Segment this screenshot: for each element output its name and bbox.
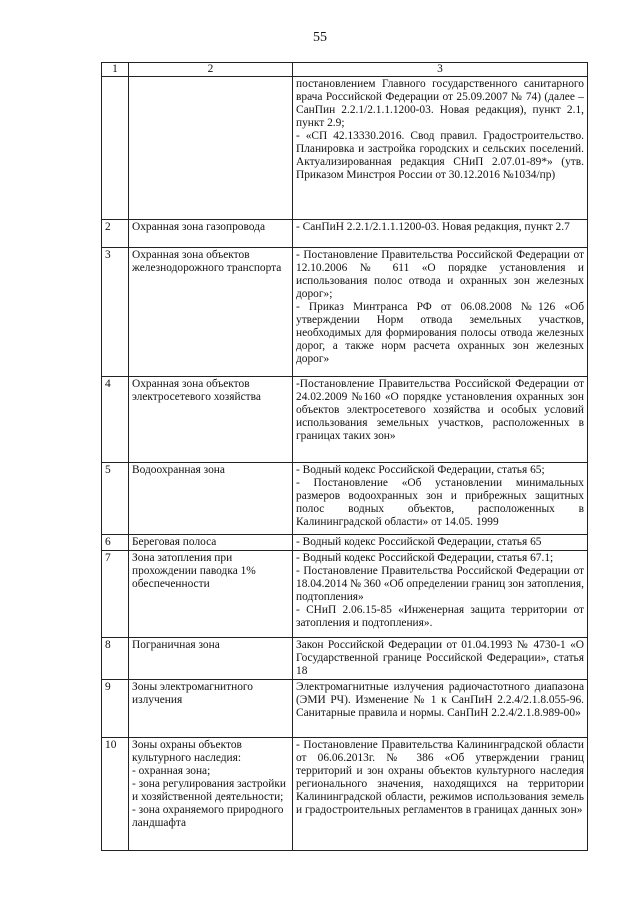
table-row (102, 535, 588, 551)
zone-name-cell (129, 535, 293, 551)
regulation-cell (293, 377, 588, 463)
zone-name-line: Водоохранная зона (132, 464, 225, 476)
regulation-cell (293, 77, 588, 220)
header-col-2: 2 (129, 63, 293, 77)
zone-name-line: Зоны охраны объектов культурного наследия: (132, 739, 242, 764)
regulation-cell (293, 680, 588, 738)
regulations-table (101, 62, 588, 851)
table-row (102, 738, 588, 851)
regulation-paragraph: - Постановление Правительства Российской Федерации от 18.04.2014 № 360 «Об определении границ зон затопления, подтопления» (296, 565, 584, 603)
zone-name-line: - зона регулирования застройки и хозяйственной деятельности; (132, 778, 286, 803)
regulation-paragraph: - Водный кодекс Российской Федерации, статья 65; (296, 464, 545, 476)
page-number: 55 (313, 30, 327, 45)
row-number: 4 (102, 377, 129, 463)
zone-name-line: - охранная зона; (132, 765, 211, 777)
table-row (102, 377, 588, 463)
header-col-1: 1 (102, 63, 129, 77)
row-number: 10 (102, 738, 129, 851)
regulation-paragraph: - Приказ Минтранса РФ от 06.08.2008 №126 «Об утверждении Норм отвода земельных участков, необходимых для формирования полосы отвода железных дорог, а также норм расчета охранных зон железных дорог» (296, 301, 584, 365)
row-number: 2 (102, 220, 129, 248)
regulation-paragraph: - Постановление Правительства Калининградской области от 06.06.2013г. № 386 «Об утверждении границ территорий и зон охраны объектов культурного наследия регионального значения, находящихся на территории Калининградской области, режимов использования земель и градостроительных регламентов в границах данных зон» (296, 739, 584, 816)
zone-name-cell (129, 377, 293, 463)
zone-name-cell (129, 248, 293, 377)
zone-name-line: Охранная зона газопровода (132, 221, 265, 233)
table-row (102, 77, 588, 220)
zone-name-cell (129, 463, 293, 535)
regulation-paragraph: - Постановление Правительства Российской Федерации от 12.10.2006 № 611 «О порядке установления и использования полос отвода и охранных зон железных дорог»; (296, 249, 584, 300)
zone-name-cell (129, 738, 293, 851)
regulation-paragraph: Закон Российской Федерации от 01.04.1993 № 4730-1 «О Государственной границе Российской Федерации», статья 18 (296, 639, 584, 677)
row-number: 8 (102, 638, 129, 680)
regulation-cell (293, 738, 588, 851)
regulation-cell (293, 248, 588, 377)
regulation-cell (293, 535, 588, 551)
table-row (102, 551, 588, 638)
table-row (102, 220, 588, 248)
header-col-3: 3 (293, 63, 588, 77)
zone-name-cell (129, 551, 293, 638)
regulation-paragraph: -Постановление Правительства Российской Федерации от 24.02.2009 №160 «О порядке установления охранных зон объектов электросетевого хозяйства и особых условий использования земельных участков, расположенных в границах таких зон» (296, 378, 584, 442)
regulation-paragraph: - Постановление «Об установлении минимальных размеров водоохранных зон и прибрежных защитных полос водных объектов, расположенных в Калининградской области» от 14.05. 1999 (296, 477, 584, 528)
zone-name-cell (129, 680, 293, 738)
regulation-cell (293, 220, 588, 248)
zone-name-line: Охранная зона объектов электросетевого хозяйства (132, 378, 261, 403)
regulation-cell (293, 463, 588, 535)
regulation-paragraph: - Водный кодекс Российской Федерации, статья 65 (296, 536, 542, 548)
zone-name-cell (129, 77, 293, 220)
row-number: 6 (102, 535, 129, 551)
regulation-paragraph: постановлением Главного государственного санитарного врача Российской Федерации от 25.09.2007 № 74) (далее – СанПин 2.2.1/2.1.1.1200-03. Новая редакция), пункт 2.1, пункт 2.9; (296, 78, 584, 129)
regulation-cell (293, 551, 588, 638)
regulation-cell (293, 638, 588, 680)
regulation-paragraph: - СНиП 2.06.15-85 «Инженерная защита территории от затопления и подтопления». (296, 604, 584, 629)
row-number: 7 (102, 551, 129, 638)
zone-name-cell (129, 220, 293, 248)
row-number: 3 (102, 248, 129, 377)
regulation-paragraph: Электромагнитные излучения радиочастотного диапазона (ЭМИ РЧ). Изменение № 1 к СанПиН 2.2.4/2.1.8.055-96. Санитарные правила и нормы. СанПиН 2.2.4/2.1.8.989-00» (296, 681, 584, 719)
table-header-row (102, 63, 588, 77)
zone-name-line: Зоны электромагнитного излучения (132, 681, 253, 706)
row-number: 5 (102, 463, 129, 535)
zone-name-line: - зона охраняемого природного ландшафта (132, 804, 284, 829)
table-row (102, 638, 588, 680)
table-row (102, 680, 588, 738)
regulation-paragraph: - Водный кодекс Российской Федерации, статья 67.1; (296, 552, 554, 564)
zone-name-line: Зона затопления при прохождении паводка 1% обеспеченности (132, 552, 256, 590)
zone-name-line: Пограничная зона (132, 639, 220, 651)
row-number (102, 77, 129, 220)
table-row (102, 463, 588, 535)
regulation-paragraph: - СанПиН 2.2.1/2.1.1.1200-03. Новая редакция, пункт 2.7 (296, 221, 570, 233)
zone-name-cell (129, 638, 293, 680)
table-row (102, 248, 588, 377)
zone-name-line: Охранная зона объектов железнодорожного транспорта (132, 249, 282, 274)
regulation-paragraph: - «СП 42.13330.2016. Свод правил. Градостроительство. Планировка и застройка городских и сельских поселений. Актуализированная редакция СНиП 2.07.01-89*» (утв. Приказом Минстроя России от 30.12.2016 №1034/пр) (296, 130, 584, 181)
row-number: 9 (102, 680, 129, 738)
zone-name-line: Береговая полоса (132, 536, 217, 548)
